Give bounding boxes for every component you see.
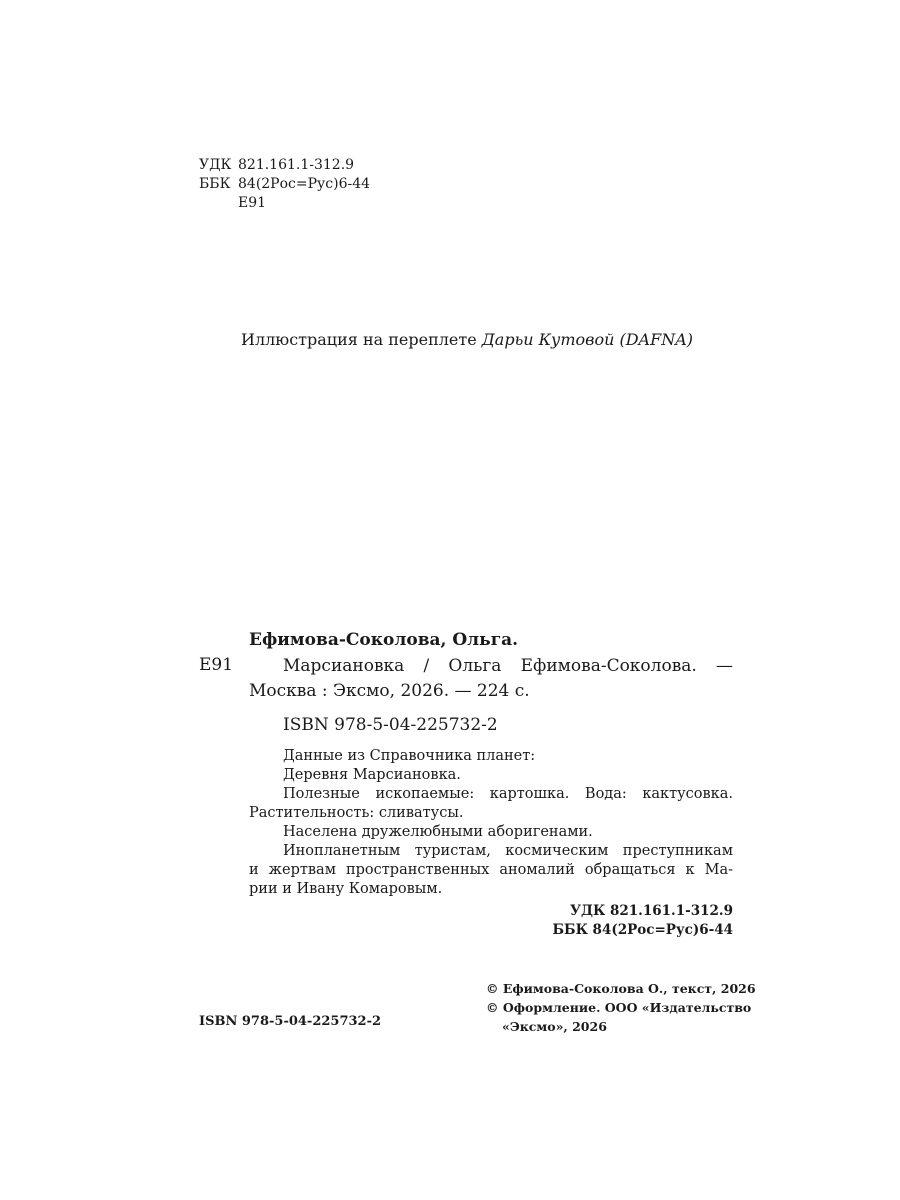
bbk-line <box>199 175 370 194</box>
bibliographic-description <box>249 654 733 704</box>
annotation-p5 <box>249 842 733 899</box>
annotation-p2: Деревня Марсиановка. <box>283 767 461 783</box>
title-line-1: Марсиановка / Ольга Ефимова-Соколова. — <box>283 656 733 676</box>
udk-line <box>199 156 370 175</box>
isbn-main: ISBN 978-5-04-225732-2 <box>283 715 498 735</box>
annotation-p5-line3: рии и Ивану Комаровым. <box>249 881 443 897</box>
illustration-credit <box>241 330 693 349</box>
bbk-bottom: ББК 84(2Рос=Рус)6-44 <box>552 922 733 938</box>
annotation-p1: Данные из Справочника планет: <box>283 748 536 764</box>
annotation-p5-line1: Инопланетным туристам, космическим преступникам <box>283 843 733 859</box>
bbk-label: ББК <box>199 176 231 192</box>
annotation-p3-line1: Полезные ископаемые: картошка. Вода: кактусовка. <box>283 786 733 802</box>
copyright-text: © Ефимова-Соколова О., текст, 2026 <box>486 981 756 996</box>
annotation-p4: Населена дружелюбными аборигенами. <box>283 824 593 840</box>
copyright-design-line1: © Оформление. ООО «Издательство <box>486 1000 752 1015</box>
author-code-line <box>199 194 370 213</box>
author-heading: Ефимова-Соколова, Ольга. <box>249 630 519 650</box>
udk-label: УДК <box>199 157 232 173</box>
illustration-prefix: Иллюстрация на переплете <box>241 330 482 349</box>
annotation-p5-line2: и жертвам пространственных аномалий обращаться к Ма- <box>249 862 733 878</box>
annotation-p3-line2: Растительность: сливатусы. <box>249 805 464 821</box>
classification-block-top <box>199 156 370 213</box>
author-code: Е91 <box>199 655 234 675</box>
title-line-2: Москва : Эксмо, 2026. — 224 с. <box>249 681 530 701</box>
illustration-artist: Дарьи Кутовой (DAFNA) <box>481 330 693 349</box>
udk-value: 821.161.1-312.9 <box>238 157 355 173</box>
annotation-p3 <box>249 785 733 823</box>
copyright-design-line2: «Эксмо», 2026 <box>502 1019 607 1034</box>
isbn-footer: ISBN 978-5-04-225732-2 <box>199 1014 382 1029</box>
annotation <box>249 747 733 899</box>
author-code-top: Е91 <box>238 195 267 211</box>
bbk-value: 84(2Рос=Рус)6-44 <box>238 176 371 192</box>
classification-block-bottom <box>500 902 733 940</box>
copyright-block <box>486 979 756 1036</box>
udk-bottom: УДК 821.161.1-312.9 <box>570 903 733 919</box>
